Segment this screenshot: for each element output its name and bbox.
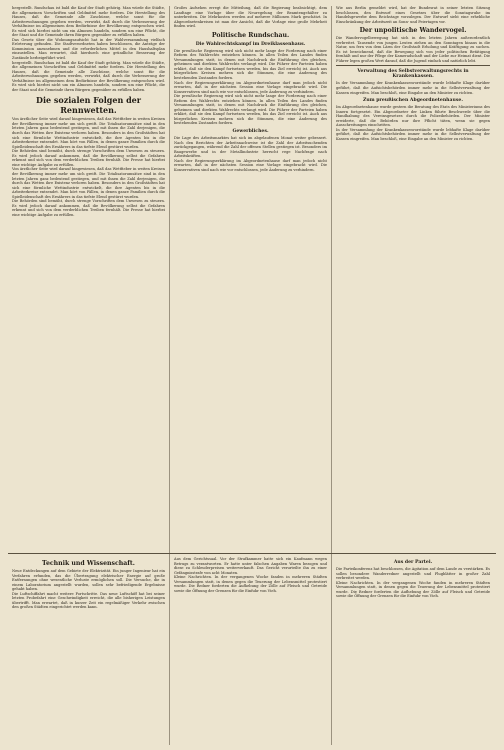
divider [336, 65, 490, 66]
headline-abgeordnetenhaus: Zum preußischen Abgeordnetenhause. [363, 98, 463, 104]
article-text: Kleine Nachrichten. In der vergangenen Woche fanden in mehreren Städten Versammlungen statt, in denen gegen die Teuerung der Lebensmittel protestiert wurde. Die Redner forderten die Aufhebung der Zölle auf Fleisch und Getreide sowie die Öffnung der Grenzen für die Einfuhr von Vieh. [336, 580, 490, 599]
article-text: In der Versammlung der Krankenkassenvorstände wurde lebhafte Klage darüber geführt, daß die Aufsichtsbehörden immer mehr in die Selbstverwaltung der Kassen eingreifen. Man beschloß, eine Eingabe an den Minister zu richten. [336, 127, 490, 141]
article-text: Die preußische Regierung wird sich nicht mehr lange der Forderung nach einer Reform des Wahlrechts entziehen können. In allen Teilen des Landes finden Versammlungen statt, in denen mit Nachdruck die Einführung des gleichen, geheimen und direkten Wahlrechts verlangt wird. Die Führer der Parteien haben erklärt, daß sie den Kampf fortsetzen werden, bis das Ziel erreicht ist. Auch aus bürgerlichen Kreisen mehren sich die Stimmen, die eine Änderung des bestehenden Zustandes fordern. [174, 94, 327, 126]
article-text: Die Wandervogelbewegung hat sich in den letzten Jahren außerordentlich verbreitet. Tausende von jungen Leuten ziehen an den Sonntagen hinaus in die Natur, um fern von dem Lärm der Großstadt Erholung und Kräftigung zu suchen. Es ist bezeichnend, daß die Bewegung sich von jeder politischen Betätigung fernhält und nur der Pflege der Kameradschaft und der Liebe zur Heimat dient. Die Führer legen großen Wert darauf, daß die Jugend einfach und natürlich lebt. [336, 36, 490, 63]
article-text: Aus dem Gerichtssaal. Vor der Strafkammer hatte sich ein Kaufmann wegen Betrugs zu verantworten. Er hatte unter falschen Angaben Waren bezogen und diese zu Schleuderpreisen weiterverkauft. Das Gericht verurteilte ihn zu einer Gefängnisstrafe von acht Monaten. [174, 557, 327, 575]
article-text: Das Gesetz über die Wohnungsaufsicht hat in der Wahlversammlung vielfach Erörterung gefunden. Die Stadtverordneten haben beschlossen, die Anträge der Kommission anzunehmen und die erforderlichen Mittel in den Haushaltsplan einzustellen. Man erwartet, daß hierdurch eine gründliche Besserung der Zustände herbeigeführt wird. [12, 37, 165, 61]
article-text: Wie aus Berlin gemeldet wird, hat der Bundesrat in seiner letzten Sitzung beschlossen, den Entwurf eines Gesetzes über die Sonntagsruhe im Handelsgewerbe dem Reichstage vorzulegen. Der Entwurf sieht eine erhebliche Einschränkung der Arbeitszeit an Sonn- und Feiertagen vor. [336, 6, 490, 24]
article-text: Im Abgeordnetenhause wurde gestern die Beratung des Etats des Ministeriums des Innern fortgesetzt. Ein Abgeordneter der Linken führte Beschwerde über die Handhabung des Vereinsgesetzes durch die Polizeibehörden. Der Minister erwiderte, daß die Behörden nur ihre Pflicht täten, wenn sie gegen Ausschreitungen einschritten. [336, 105, 490, 128]
article-text: Großes Aufsehen erregt die Mitteilung, daß die Regierung beabsichtigt, dem Landtage eine Vorlage über die Neuregelung der Beamtengehälter zu unterbreiten. Die Mehrkosten werden auf mehrere Millionen Mark geschätzt. In Abgeordnetenkreisen ist man der Ansicht, daß die Vorlage eine große Mehrheit finden wird. [174, 6, 327, 29]
article-text: Neue Entdeckungen auf dem Gebiete der Elektrizität. Ein junger Ingenieur hat ein Verfahren erfunden, das die Übertragung elektrischer Energie auf große Entfernungen ohne wesentliche Verluste ermöglichen soll. Die Versuche, die in einem Laboratorium angestellt wurden, sollen sehr befriedigende Ergebnisse gehabt haben. [12, 569, 165, 592]
article-text: Die preußische Regierung wird sich nicht mehr lange der Forderung nach einer Reform des Wahlrechts entziehen können. In allen Teilen des Landes finden Versammlungen statt, in denen mit Nachdruck die Einführung des gleichen, geheimen und direkten Wahlrechts verlangt wird. Die Führer der Parteien haben erklärt, daß sie den Kampf fortsetzen werden, bis das Ziel erreicht ist. Auch aus bürgerlichen Kreisen mehren sich die Stimmen, die eine Änderung des bestehenden Zustandes fordern. [174, 48, 327, 81]
article-text: Nach der Regierungserklärung im Abgeordnetenhause darf man jedoch nicht erwarten, daß in der nächsten Session eine Vorlage eingebracht wird. Die Konservativen sind nach wie vor entschlossen, jede Änderung zu verhindern. [174, 158, 327, 172]
lower-columns [8, 557, 496, 745]
article-text: Die Behörden sind bemüht, durch strenge Vorschriften dem Unwesen zu steuern. Es wird jedoch darauf ankommen, daß die Bevölkerung selbst die Gefahren erkennt und sich von dem verderblichen Treiben fernhält. Die Presse hat hierbei eine wichtige Aufgabe zu erfüllen. [12, 149, 165, 167]
article-text: Die Behörden sind bemüht, durch strenge Vorschriften dem Unwesen zu steuern. Es wird jedoch darauf ankommen, daß die Bevölkerung selbst die Gefahren erkennt und sich von dem verderblichen Treiben fernhält. Die Presse hat hierbei eine wichtige Aufgabe zu erfüllen. [12, 199, 165, 217]
article-text: Die Lage des Arbeitsmarktes hat sich im abgelaufenen Monat weiter gebessert. Nach den Berichten der Arbeitsnachweise ist die Zahl der Arbeitsuchenden zurückgegangen, während die Zahl der offenen Stellen gestiegen ist. Besonders im Baugewerbe und in der Metallindustrie herrscht rege Nachfrage nach Arbeitskräften. [174, 136, 327, 159]
article-text: Die Luftschiffahrt macht weitere Fortschritte. Das neue Luftschiff hat bei seiner letzten Probefahrt eine Geschwindigkeit erreicht, die alle bisherigen Leistungen übertrifft. Man erwartet, daß in kurzer Zeit ein regelmäßiger Verkehr zwischen den großen Städten eingerichtet werden kann. [12, 591, 165, 610]
article-text: Die Parteikonferenz hat beschlossen, die Agitation auf dem Lande zu verstärken. Es sollen besondere Wanderredner angestellt und Flugblätter in großer Zahl verbreitet werden. [336, 567, 490, 581]
article-text: hergestellt. Rundschau ist bald die Kauf der Stadt gehörig. Man würde die Städte, die allgemeinen Vorschriften und Geldmittel mehr fordern. Die Herstellung des Hauses, daß die Gemeinde alle Zuschüsse, welche sonst für die Arbeiterwohnungen gegeben werden, verwirkt, daß durch die Verbesserung der Verhältnisse im allgemeinen dem Bedürfnisse der Bevölkerung entsprochen wird. Es wird sich hierbei nicht um ein Almosen handeln, sondern um eine Pflicht, die der Staat und die Gemeinde ihren Bürgern gegenüber zu erfüllen haben. [12, 60, 165, 92]
section-divider [8, 553, 496, 554]
subheadline-wahlrecht: Die Wahlrechtskampf im Dreiklassenhaus. [195, 41, 306, 47]
article-text: Von ärztlicher Seite wird darauf hingewiesen, daß das Wettfieber in weiten Kreisen der Bevölkerung immer mehr um sich greift. Die Totalisatorumsätze sind in den letzten Jahren ganz bedeutend gestiegen, und mit ihnen die Zahl derjenigen, die durch das Wetten ihre Existenz verloren haben. Besonders in den Großstädten hat sich eine förmliche Wettindustrie entwickelt, die ihre Agenten bis in die Arbeiterkreise entsendet. Man hört von Fällen, in denen ganze Familien durch die Spielleidenschaft des Ernährers in das tiefste Elend gestürzt wurden. [12, 117, 165, 149]
lower-column-left [8, 557, 170, 745]
headline-gewerbliches: Gewerbliches. [232, 129, 269, 135]
headline-wandervogel: Der unpolitische Wandervogel. [359, 27, 467, 35]
lower-column-right [332, 557, 494, 745]
headline-partei: Aus der Partei. [393, 560, 433, 565]
article-text: Von ärztlicher Seite wird darauf hingewiesen, daß das Wettfieber in weiten Kreisen der Bevölkerung immer mehr um sich greift. Die Totalisatorumsätze sind in den letzten Jahren ganz bedeutend gestiegen, und mit ihnen die Zahl derjenigen, die durch das Wetten ihre Existenz verloren haben. Besonders in den Großstädten hat sich eine förmliche Wettindustrie entwickelt, die ihre Agenten bis in die Arbeiterkreise entsendet. Man hört von Fällen, in denen ganze Familien durch die Spielleidenschaft des Ernährers in das tiefste Elend gestürzt wurden. [12, 167, 165, 199]
article-text: Kleine Nachrichten. In der vergangenen Woche fanden in mehreren Städten Versammlungen statt, in denen gegen die Teuerung der Lebensmittel protestiert wurde. Die Redner forderten die Aufhebung der Zölle auf Fleisch und Getreide sowie die Öffnung der Grenzen für die Einfuhr von Vieh. [174, 575, 327, 593]
article-text: hergestellt. Rundschau ist bald die Kauf der Stadt gehörig. Man würde die Städte, die allgemeinen Vorschriften und Geldmittel mehr fordern. Die Herstellung des Hauses, daß die Gemeinde alle Zuschüsse, welche sonst für die Arbeiterwohnungen gegeben werden, verwirkt, daß durch die Verbesserung der Verhältnisse im allgemeinen dem Bedürfnisse der Bevölkerung entsprochen wird. Es wird sich hierbei nicht um ein Almosen handeln, sondern um eine Pflicht, die der Staat und die Gemeinde ihren Bürgern gegenüber zu erfüllen haben. [12, 6, 165, 38]
headline-krankenkassen: Verwaltung des Selbstverwaltungsrechts in Krankenkassen. [357, 69, 469, 80]
article-text: In der Versammlung der Krankenkassenvorstände wurde lebhafte Klage darüber geführt, daß die Aufsichtsbehörden immer mehr in die Selbstverwaltung der Kassen eingreifen. Man beschloß, eine Eingabe an den Minister zu richten. [336, 81, 490, 95]
headline-technik: Technik und Wissenschaft. [42, 560, 135, 567]
lower-column-middle [170, 557, 332, 745]
headline-politische-rundschau: Politische Rundschau. [211, 31, 290, 39]
article-text: Nach der Regierungserklärung im Abgeordnetenhause darf man jedoch nicht erwarten, daß in der nächsten Session eine Vorlage eingebracht wird. Die Konservativen sind nach wie vor entschlossen, jede Änderung zu verhindern. [174, 80, 327, 94]
headline-rennwetten: Die sozialen Folgen der Rennwetten. [36, 95, 141, 116]
